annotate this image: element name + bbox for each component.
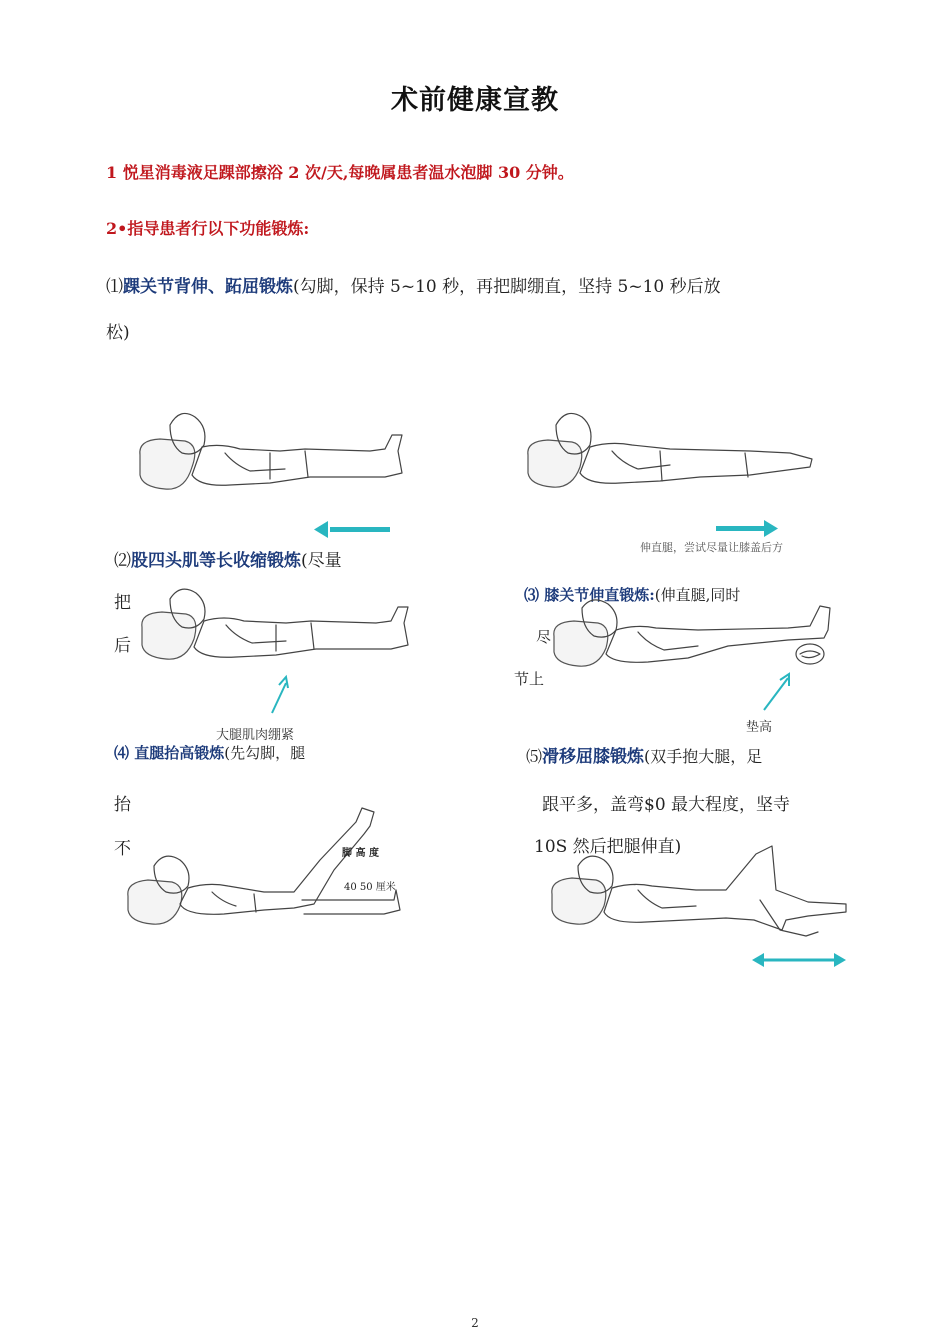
inset-values: 40 50 厘米	[344, 882, 396, 893]
exercise-5-line-2: 跟平多，盖弯$0 最大程度，坚寺	[542, 795, 791, 815]
arrow-right-icon	[834, 953, 846, 967]
arrow-right-icon	[764, 520, 778, 537]
exercise-2-number: ⑵	[114, 551, 131, 571]
exercise-1-desc-cont: 松)	[106, 323, 130, 343]
exercise-5-caption	[526, 742, 762, 767]
exercise-4-caption	[114, 742, 305, 763]
exercise-5-number: ⑸	[526, 747, 543, 766]
exercise-2-caption	[114, 546, 342, 571]
page-title: 术前健康宣教	[391, 85, 559, 116]
figure-ankle-plantarflexion	[520, 405, 820, 554]
exercise-5-line-3: 10S 然后把腿伸直)	[534, 837, 682, 857]
figure-1b-caption: 伸直腿，尝试尽量让膝盖后方	[640, 541, 783, 554]
exercise-2-fragment-b: 后	[114, 636, 131, 656]
figure-quadriceps-sets	[136, 585, 426, 725]
exercise-2-fragment-a: 把	[114, 593, 131, 613]
exercise-1-desc: (勾脚，保持 5~10 秒，再把脚绷直，坚持 5~10 秒后放	[293, 277, 721, 297]
exercise-1-number: ⑴	[106, 277, 123, 297]
page-number: 2	[471, 1316, 479, 1330]
exercise-3-fragment-a: 尽	[536, 628, 552, 646]
exercise-2-label: 大腿肌肉绷紧	[216, 728, 295, 743]
instruction-line-2: 2•指导患者行以下功能锻炼:	[106, 219, 310, 238]
arrow-left-icon	[314, 521, 328, 538]
arrow-right-shaft	[716, 526, 764, 531]
arrow-left-shaft	[330, 527, 390, 532]
exercise-3-name: ⑶ 膝关节伸直锻炼:	[524, 586, 655, 604]
exercise-1-name: 踝关节背伸、跖屈锻炼	[123, 277, 293, 297]
exercise-2-desc: (尽量	[301, 551, 342, 571]
instruction-line-1: 1 悦星消毒液足踝部擦浴 2 次/天,每晚属患者温水泡脚 30 分钟。	[106, 163, 574, 182]
exercise-2-name: 股四头肌等长收缩锻炼	[131, 551, 301, 571]
exercise-4-fragment-a: 抬	[114, 795, 131, 815]
inset-title: 脚 高 度	[342, 848, 379, 859]
figure-straight-leg-raise	[124, 800, 414, 950]
exercise-5-name: 滑移屈膝锻炼	[542, 747, 645, 767]
figure-ankle-dorsiflexion	[130, 405, 430, 550]
figure-knee-extension	[548, 598, 838, 718]
exercise-4-fragment-b: 不	[114, 839, 131, 859]
exercise-1-caption	[106, 272, 721, 297]
arrow-left-icon	[752, 953, 764, 967]
exercise-3-fragment-b: 节上	[514, 670, 545, 688]
exercise-5-desc: (双手抱大腿，足	[644, 747, 763, 766]
exercise-4-name: ⑷ 直腿抬高锻炼	[114, 744, 225, 762]
exercise-3-desc: (伸直腿,同时	[654, 586, 741, 604]
exercise-3-label: 垫高	[746, 720, 773, 735]
figure-heel-slide	[546, 840, 851, 970]
exercise-4-desc: (先勾脚，腿	[224, 744, 306, 762]
